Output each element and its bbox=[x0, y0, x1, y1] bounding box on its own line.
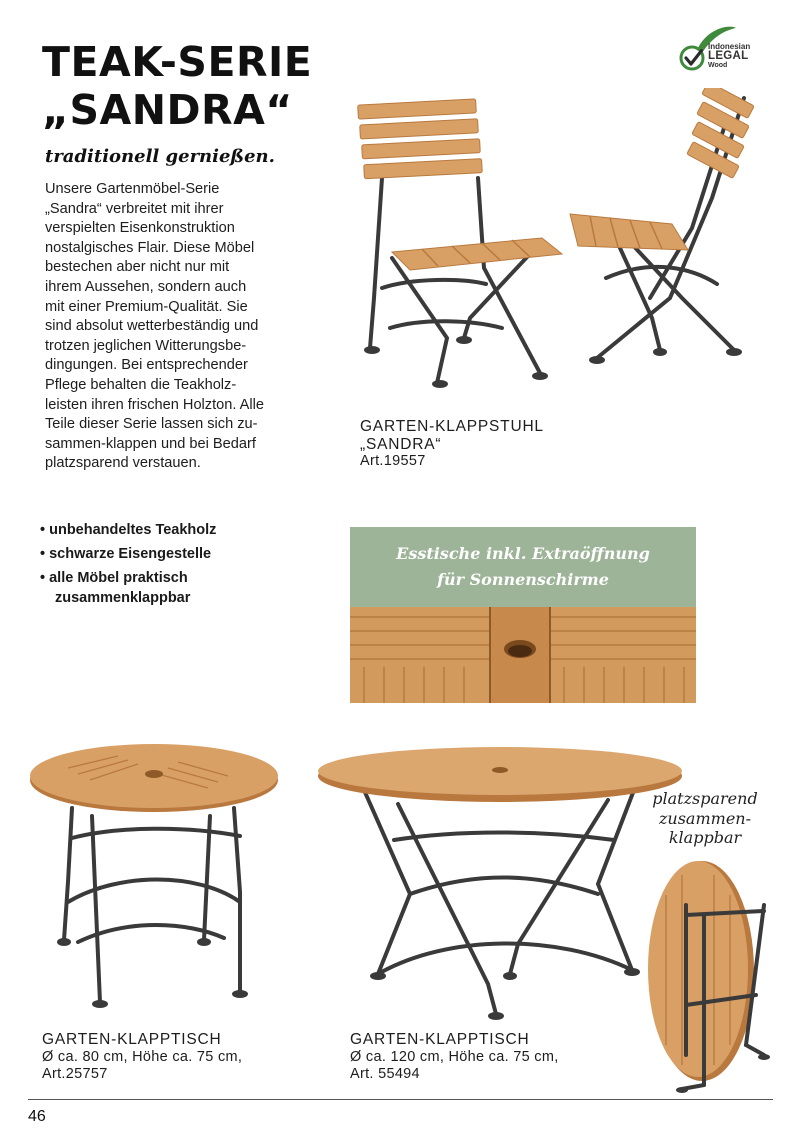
table-80-article-number: Art.25757 bbox=[42, 1066, 108, 1082]
fold-note-line: zusammen- bbox=[658, 808, 751, 828]
intro-line: sind absolut wetterbeständig und bbox=[45, 318, 259, 335]
banner-line1: Esstische inkl. Extraöffnung bbox=[396, 544, 650, 563]
chair-name-line1: GARTEN-KLAPPSTUHL bbox=[360, 418, 544, 435]
legal-wood-logo bbox=[678, 24, 762, 76]
intro-line: verspielten Eisenkonstruktion bbox=[45, 220, 235, 237]
intro-line: mit einer Premium-Qualität. Sie bbox=[45, 298, 248, 315]
fold-note bbox=[640, 789, 770, 848]
intro-line: Pflege behalten die Teakholz- bbox=[45, 376, 237, 393]
banner-line2: für Sonnenschirme bbox=[437, 570, 609, 589]
badge-line3: Wood bbox=[708, 62, 728, 69]
table-80-dimensions: Ø ca. 80 cm, Höhe ca. 75 cm, bbox=[42, 1048, 243, 1065]
banner-heading bbox=[350, 527, 696, 607]
fold-note-line: platzsparend bbox=[652, 789, 758, 808]
table-80-product-image bbox=[28, 742, 284, 1012]
feature-item: • unbehandeltes Teakholz bbox=[40, 522, 217, 538]
table-120-dimensions: Ø ca. 120 cm, Höhe ca. 75 cm, bbox=[350, 1048, 559, 1065]
table-120-product-image bbox=[318, 744, 684, 1024]
table-80-name: GARTEN-KLAPPTISCH bbox=[42, 1031, 222, 1048]
intro-line: Unsere Gartenmöbel-Serie bbox=[45, 181, 220, 197]
chair-article-number: Art.19557 bbox=[360, 453, 426, 469]
intro-line: „Sandra“ verbreitet mit ihrer bbox=[45, 200, 224, 217]
table-120-article-number: Art. 55494 bbox=[350, 1066, 420, 1082]
folded-table-image bbox=[646, 855, 778, 1095]
chair-product-image bbox=[352, 88, 762, 388]
chair-caption bbox=[360, 418, 544, 471]
intro-line: Teile dieser Serie lassen sich zu- bbox=[45, 416, 258, 433]
feature-text: unbehandeltes Teakholz bbox=[49, 522, 217, 538]
page-title-line1: TEAK-SERIE bbox=[42, 38, 313, 86]
footer-divider bbox=[28, 1099, 773, 1100]
page-subtitle: traditionell gernießen. bbox=[45, 146, 275, 167]
parasol-hole-detail-image bbox=[350, 607, 696, 703]
table-120-name: GARTEN-KLAPPTISCH bbox=[350, 1031, 530, 1048]
intro-line: leisten ihren frischen Holzton. Alle bbox=[45, 396, 265, 413]
page-number: 46 bbox=[28, 1108, 46, 1125]
feature-list bbox=[40, 518, 216, 610]
table-80-caption bbox=[42, 1031, 242, 1084]
intro-line: sammen-klappen und bei Bedarf bbox=[45, 435, 256, 452]
table-feature-banner bbox=[350, 527, 696, 703]
intro-line: dingungen. Bei entsprechender bbox=[45, 357, 248, 374]
intro-line: ihrem Aussehen, sondern auch bbox=[45, 278, 247, 295]
fold-note-line: klappbar bbox=[668, 828, 742, 847]
feature-text: alle Möbel praktisch bbox=[49, 570, 188, 586]
chair-name-line2: „SANDRA“ bbox=[360, 435, 442, 453]
feature-text: zusammenklappbar bbox=[55, 590, 191, 606]
table-120-caption bbox=[350, 1031, 559, 1084]
intro-line: platzsparend verstauen. bbox=[45, 455, 201, 472]
feature-item: • schwarze Eisengestelle bbox=[40, 546, 212, 562]
badge-line2: LEGAL bbox=[708, 50, 749, 62]
intro-line: trotzen jeglichen Witterungsbe- bbox=[45, 337, 247, 354]
intro-text bbox=[45, 180, 297, 474]
intro-line: nostalgisches Flair. Diese Möbel bbox=[45, 239, 255, 256]
badge-line1: Indonesian bbox=[708, 42, 751, 51]
intro-line: bestechen aber nicht nur mit bbox=[45, 259, 230, 276]
feature-item: • alle Möbel praktisch zusammenklappbar bbox=[40, 566, 216, 610]
page-title-line2: „SANDRA“ bbox=[42, 86, 293, 134]
feature-text: schwarze Eisengestelle bbox=[49, 546, 212, 562]
page-title bbox=[42, 38, 312, 134]
